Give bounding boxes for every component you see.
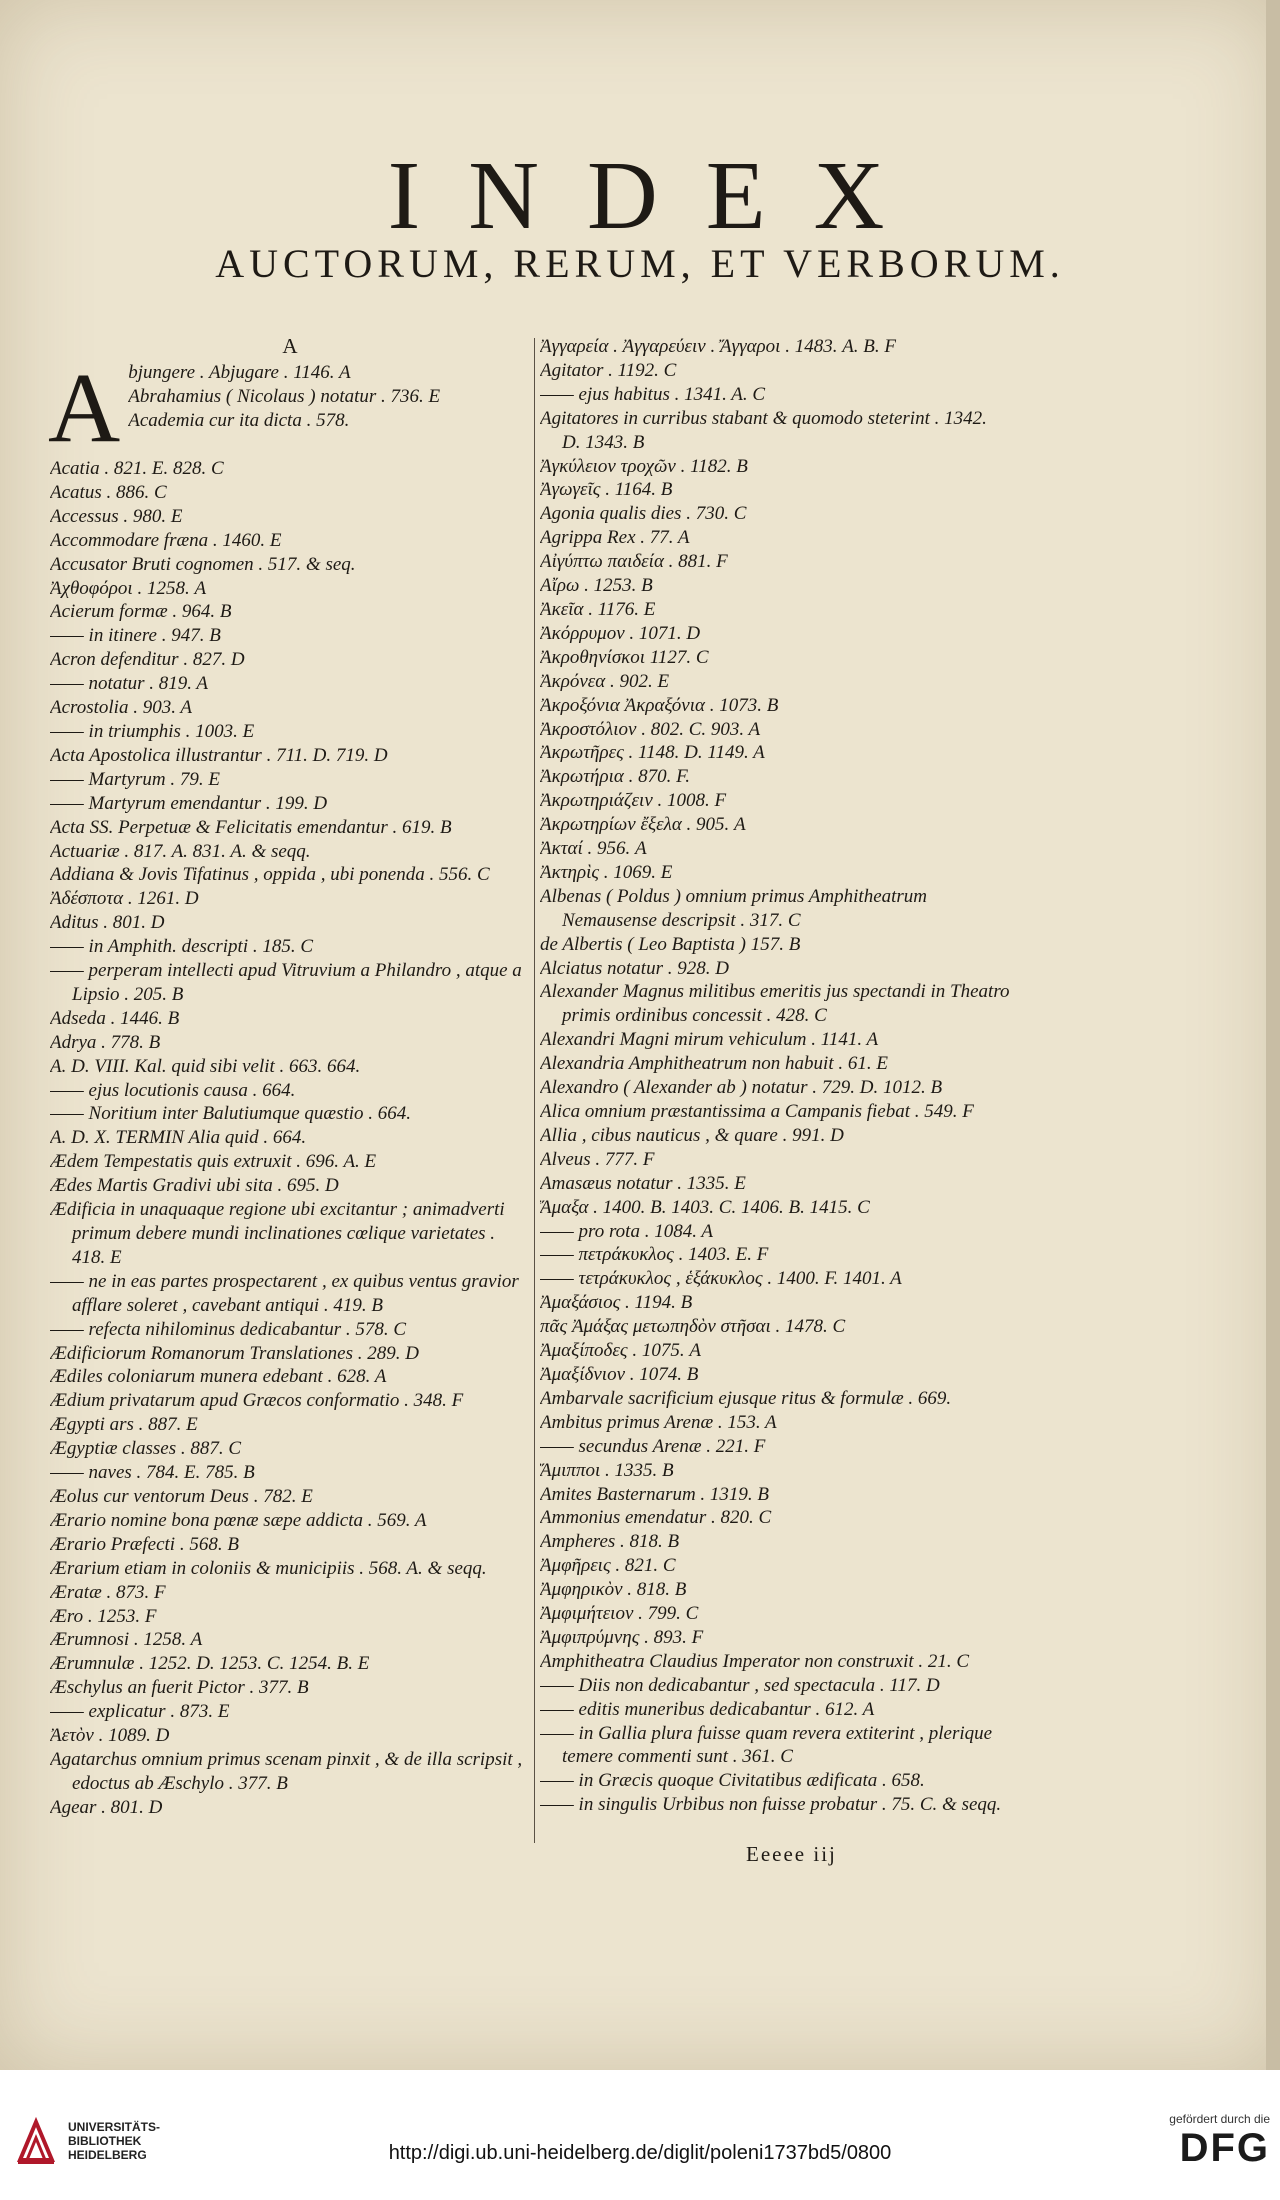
index-entry: Ædium privatarum apud Græcos conformatio . 348. F	[50, 1390, 464, 1412]
index-entry: Agrippa Rex . 77. A	[540, 527, 690, 549]
index-entry: Aditus . 801. D	[50, 912, 165, 934]
index-entry: Addiana & Jovis Tifatinus , oppida , ubi ponenda . 556. C	[50, 864, 490, 886]
right-entry-list	[540, 335, 1010, 1817]
index-entry: Acta SS. Perpetuæ & Felicitatis emendantur . 619. B	[50, 816, 452, 838]
index-entry: —— Diis non dedicabantur , sed spectacula . 117. D	[540, 1674, 940, 1696]
index-entry: Agatarchus omnium primus scenam pinxit , & de illa scripsit , edoctus ab Æschylo . 377. B	[50, 1748, 523, 1794]
index-entry: Ædificiorum Romanorum Translationes . 289. D	[50, 1342, 419, 1364]
index-entry: Amphitheatra Claudius Imperator non construxit . 21. C	[540, 1650, 970, 1672]
index-entry: Ἀετὸν . 1089. D	[50, 1725, 170, 1747]
index-entry: Alexandro ( Alexander ab ) notatur . 729. D. 1012. B	[540, 1077, 943, 1099]
index-entry: Agitator . 1192. C	[540, 359, 677, 381]
index-entry: —— in Græcis quoque Civitatibus ædificata . 658.	[540, 1770, 925, 1792]
index-entry: Ἀμφιμήτειον . 799. C	[540, 1603, 699, 1625]
index-entry: Ægypti ars . 887. E	[50, 1414, 198, 1436]
library-name-line: HEIDELBERG	[68, 2148, 147, 2162]
left-entry-list	[50, 457, 530, 1820]
index-entry: Ἀμφῆρεις . 821. C	[540, 1555, 676, 1577]
index-entry: Αἰγύπτω παιδεία . 881. F	[540, 551, 728, 573]
index-entry: Æolus cur ventorum Deus . 782. E	[50, 1485, 313, 1507]
index-entry: de Albertis ( Leo Baptista ) 157. B	[540, 933, 801, 955]
dfg-logo[interactable]	[1160, 2112, 1270, 2172]
first-entry-block	[48, 352, 530, 463]
index-entry: —— ne in eas partes prospectarent , ex quibus ventus gravior afflare soleret , cavebant antiqui . 419. B	[50, 1270, 519, 1316]
index-entry: Ἀμφιπρύμνης . 893. F	[540, 1626, 704, 1648]
index-entry: Ἀμαξίδνιον . 1074. B	[540, 1363, 699, 1385]
index-entry: Ædes Martis Gradivi ubi sita . 695. D	[50, 1175, 339, 1197]
index-entry: Ἀκρωτηριάζειν . 1008. F	[540, 790, 727, 812]
index-entry: Acatus . 886. C	[50, 481, 167, 503]
index-entry: Æro . 1253. F	[50, 1605, 157, 1627]
index-entry: —— editis muneribus dedicabantur . 612. A	[540, 1698, 875, 1720]
index-entry: —— in Gallia plura fuisse quam revera extiterint , plerique temere commenti sunt . 361. C	[540, 1722, 993, 1768]
index-entry: Αἴρω . 1253. B	[540, 575, 653, 597]
page-title: INDEX	[387, 142, 933, 250]
index-entry: —— secundus Arenæ . 221. F	[540, 1435, 766, 1457]
index-entry: Ἀγγαρεία . Ἀγγαρεύειν . Ἄγγαροι . 1483. A. B. F	[540, 336, 897, 357]
drop-cap-initial: A	[48, 352, 121, 463]
index-entry: Adrya . 778. B	[50, 1031, 161, 1053]
index-entry: Ἀκτηρὶς . 1069. E	[540, 861, 673, 883]
index-entry: Ædem Tempestatis quis extruxit . 696. A. E	[50, 1151, 377, 1173]
index-entry: Adseda . 1446. B	[50, 1007, 180, 1029]
index-entry: Ἀκροξόνια Ἀκραξόνια . 1073. B	[540, 694, 779, 716]
index-entry: Ἀγωγεῖς . 1164. B	[540, 479, 673, 501]
index-entry: Acrostolia . 903. A	[50, 697, 192, 719]
index-entry: —— Martyrum emendantur . 199. D	[50, 792, 328, 814]
index-entry: —— perperam intellecti apud Vitruvium a Philandro , atque a Lipsio . 205. B	[50, 960, 522, 1005]
index-entry: —— τετράκυκλος , ἑξάκυκλος . 1400. F. 1401. A	[540, 1268, 902, 1290]
index-entry: Agonia qualis dies . 730. C	[540, 503, 747, 525]
index-entry: —— ejus locutionis causa . 664.	[50, 1079, 296, 1101]
permalink-url[interactable]: http://digi.ub.uni-heidelberg.de/diglit/poleni1737bd5/0800	[388, 2142, 892, 2164]
index-entry: Ærarium etiam in coloniis & municipiis . 568. A. & seqq.	[50, 1557, 487, 1579]
index-entry: Accommodare fræna . 1460. E	[50, 529, 282, 551]
index-entry: Alexandria Amphitheatrum non habuit . 61. E	[540, 1053, 888, 1075]
library-name-line: UNIVERSITÄTS-	[68, 2120, 161, 2134]
index-entry: —— refecta nihilominus dedicabantur . 578. C	[50, 1318, 407, 1340]
index-entry: Ἀκεῖα . 1176. E	[540, 598, 656, 620]
index-entry: Æratæ . 873. F	[50, 1581, 166, 1603]
index-entry: A. D. VIII. Kal. quid sibi velit . 663. 664.	[50, 1055, 361, 1077]
index-entry: Alexandri Magni mirum vehiculum . 1141. A	[540, 1029, 879, 1051]
index-column-left	[50, 335, 530, 1820]
index-entry: —— in Amphith. descripti . 185. C	[50, 936, 314, 958]
index-entry: —— Martyrum . 79. E	[50, 768, 220, 790]
index-entry: Ambarvale sacrificium ejusque ritus & formulæ . 669.	[540, 1387, 952, 1409]
index-entry: Actuariæ . 817. A. 831. A. & seqq.	[50, 840, 311, 862]
library-name-line: BIBLIOTHEK	[68, 2134, 142, 2148]
page-subtitle: AUCTORUM, RERUM, ET VERBORUM.	[215, 241, 1065, 286]
index-entry: —— in itinere . 947. B	[50, 625, 221, 647]
index-entry: Abrahamius ( Nicolaus ) notatur . 736. E	[128, 385, 441, 407]
index-entry: Alexander Magnus militibus emeritis jus spectandi in Theatro primis ordinibus concessit . 428. C	[540, 981, 1010, 1027]
index-entry: Ἀκρωτήρια . 870. F.	[540, 766, 691, 788]
index-entry: —— in singulis Urbibus non fuisse probatur . 75. C. & seqq.	[540, 1794, 1002, 1816]
index-entry: Ἀγκύλειον τροχῶν . 1182. B	[540, 455, 748, 477]
index-entry: Ammonius emendatur . 820. C	[540, 1507, 772, 1529]
index-entry: Ἀκροθηνίσκοι 1127. C	[540, 646, 709, 668]
index-entry: Acta Apostolica illustrantur . 711. D. 719. D	[50, 744, 388, 766]
index-entry: Ædificia in unaquaque regione ubi excitantur ; animadverti primum debere mundi inclinationes cœlique varietates . 418. E	[50, 1199, 505, 1268]
index-entry: Ἀχθοφόροι . 1258. A	[50, 577, 207, 599]
index-entry: Alciatus notatur . 928. D	[540, 957, 729, 979]
index-entry: Amasæus notatur . 1335. E	[540, 1172, 746, 1194]
index-entry: Amites Basternarum . 1319. B	[540, 1483, 770, 1505]
index-entry: Ærario nomine bona pœnæ sæpe addicta . 569. A	[50, 1509, 427, 1531]
index-entry: Ἅμαξα . 1400. B. 1403. C. 1406. B. 1415. C	[540, 1196, 870, 1218]
index-entry: —— naves . 784. E. 785. B	[50, 1462, 255, 1484]
index-entry: Ἀμαξάσιος . 1194. B	[540, 1292, 693, 1314]
index-entry: A. D. X. TERMIN Alia quid . 664.	[50, 1127, 307, 1149]
index-entry: Ædiles coloniarum munera edebant . 628. A	[50, 1366, 387, 1388]
index-entry: Ἄμιπποι . 1335. B	[540, 1459, 674, 1481]
section-letter: A	[282, 334, 298, 358]
index-entry: Allia , cibus nauticus , & quare . 991. D	[540, 1124, 844, 1146]
index-entry: Acatia . 821. E. 828. C	[50, 458, 224, 479]
page-edge	[1266, 0, 1280, 2070]
index-entry: bjungere . Abjugare . 1146. A	[128, 362, 351, 383]
funded-by-label: gefördert durch die	[1169, 2112, 1270, 2126]
index-entry: Ampheres . 818. B	[540, 1531, 680, 1553]
index-entry: Acierum formæ . 964. B	[50, 601, 232, 623]
index-entry: Agear . 801. D	[50, 1796, 163, 1818]
index-entry: Ægyptiæ classes . 887. C	[50, 1438, 242, 1460]
index-entry: Ἀμφηρικὸν . 818. B	[540, 1579, 687, 1601]
index-column-right	[540, 335, 1010, 1817]
index-entry: Ἀκρωτῆρες . 1148. D. 1149. A	[540, 742, 765, 764]
index-entry: Æschylus an fuerit Pictor . 377. B	[50, 1677, 309, 1699]
index-entry: Accusator Bruti cognomen . 517. & seq.	[50, 553, 356, 575]
index-entry: Ἀκροστόλιον . 802. C. 903. A	[540, 718, 761, 740]
index-entry: Ærumnosi . 1258. A	[50, 1629, 203, 1651]
index-entry: Ærario Præfecti . 568. B	[50, 1533, 239, 1555]
index-entry: Accessus . 980. E	[50, 505, 183, 527]
index-entry: —— notatur . 819. A	[50, 673, 209, 695]
signature-mark: Eeeee iij	[746, 1842, 837, 1866]
index-entry: Ἀδέσποτα . 1261. D	[50, 888, 199, 910]
index-entry: πᾶς Ἀμάξας μετωπηδὸν στῆσαι . 1478. C	[540, 1316, 846, 1338]
index-entry: Ἀκόρρυμον . 1071. D	[540, 622, 701, 644]
index-entry: Ambitus primus Arenæ . 153. A	[540, 1411, 777, 1433]
column-rule	[534, 338, 535, 1843]
index-entry: —— ejus habitus . 1341. A. C	[540, 383, 766, 405]
index-entry: Alica omnium præstantissima a Campanis fiebat . 549. F	[540, 1101, 974, 1122]
index-entry: Agitatores in curribus stabant & quomodo steterint . 1342. D. 1343. B	[540, 407, 987, 453]
index-entry: —— pro rota . 1084. A	[540, 1220, 713, 1242]
index-entry: Ἀκρόνεα . 902. E	[540, 670, 670, 692]
dfg-wordmark: DFG	[1179, 2126, 1270, 2170]
index-entry: Ἀκταί . 956. A	[540, 838, 647, 860]
index-entry: Ἀκρωτηρίων ἔξελα . 905. A	[540, 814, 746, 836]
index-entry: —— explicatur . 873. E	[50, 1701, 230, 1723]
index-entry: —— Noritium inter Balutiumque quæstio . 664.	[50, 1103, 412, 1125]
index-entry: Academia cur ita dicta . 578.	[128, 409, 350, 431]
index-entry: Albenas ( Poldus ) omnium primus Amphitheatrum Nemausense descripsit . 317. C	[540, 885, 928, 931]
index-entry: Acron defenditur . 827. D	[50, 649, 245, 671]
index-entry: Ærumnulæ . 1252. D. 1253. C. 1254. B. E	[50, 1653, 370, 1675]
index-entry: Alveus . 777. F	[540, 1148, 655, 1170]
index-entry: —— in triumphis . 1003. E	[50, 720, 255, 742]
index-entry: —— πετράκυκλος . 1403. E. F	[540, 1244, 769, 1266]
first-entry-lines	[50, 361, 530, 433]
index-entry: Ἀμαξίποδες . 1075. A	[540, 1340, 701, 1362]
